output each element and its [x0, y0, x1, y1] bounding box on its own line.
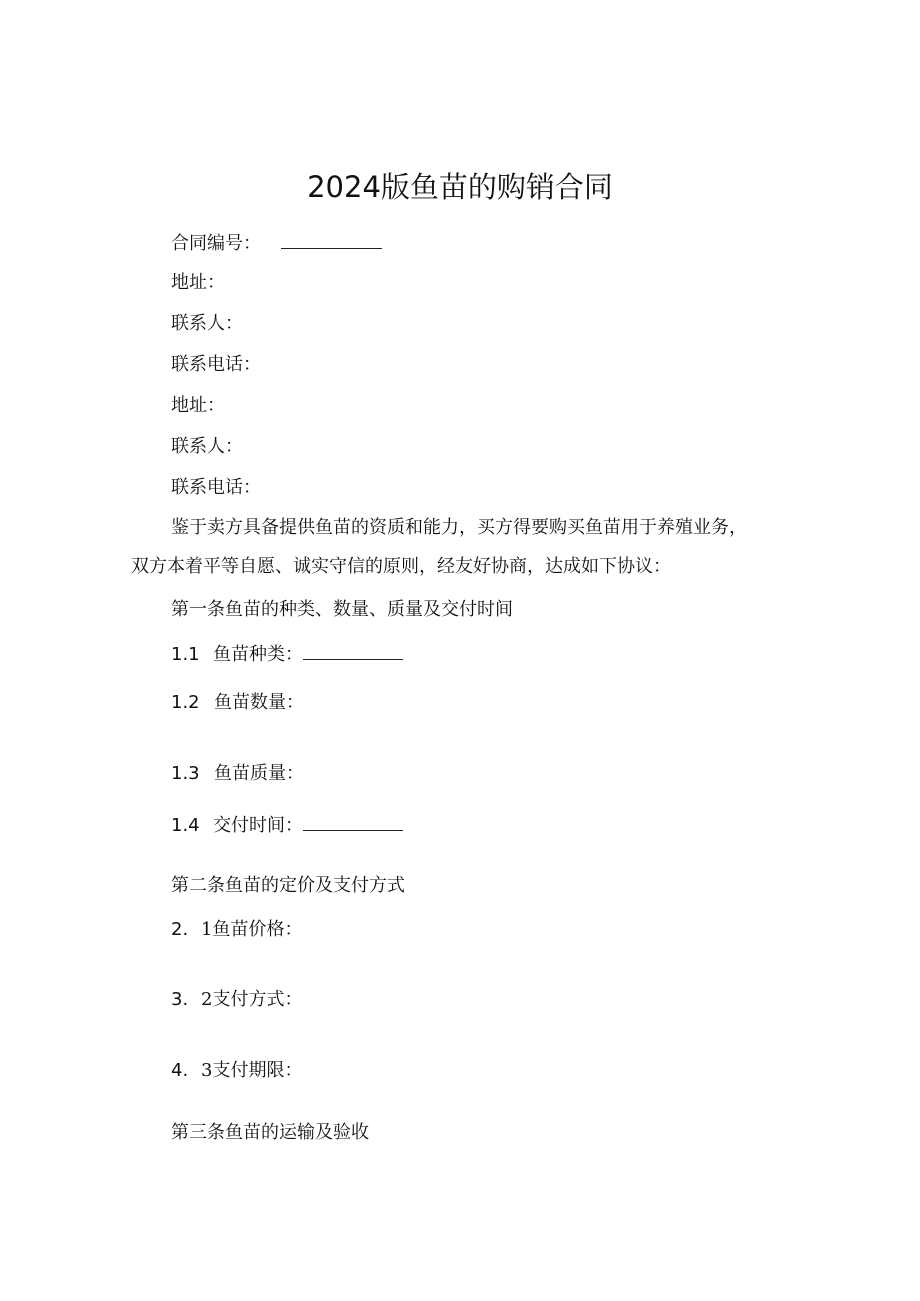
item-label: 1鱼苗价格： — [201, 919, 303, 940]
document-title: 2024版鱼苗的购销合同 — [307, 170, 613, 204]
article-2-item — [171, 918, 302, 942]
item-label: 鱼苗质量： — [214, 763, 304, 784]
item-number: 3. — [171, 989, 189, 1010]
party-a-phone-label: 联系电话： — [171, 354, 261, 375]
article-2-item — [171, 1059, 302, 1083]
item-label: 3支付期限： — [201, 1060, 303, 1081]
article-1-item — [171, 812, 403, 838]
item-blank — [303, 812, 403, 831]
contract-number-blank — [281, 230, 382, 249]
article-1-item — [171, 691, 304, 715]
item-label: 鱼苗数量： — [214, 692, 304, 713]
article-1-heading: 第一条鱼苗的种类、数量、质量及交付时间 — [171, 599, 513, 620]
party-b-contact-label: 联系人： — [171, 436, 243, 457]
article-1-item — [171, 641, 403, 667]
party-a-contact-label: 联系人： — [171, 313, 243, 334]
item-blank — [303, 641, 403, 660]
item-number: 1.3 — [171, 763, 200, 784]
article-2-heading: 第二条鱼苗的定价及支付方式 — [171, 875, 405, 896]
item-number: 1.4 — [171, 815, 200, 836]
party-b-phone-label: 联系电话： — [171, 477, 261, 498]
item-label: 鱼苗种类： — [213, 644, 303, 665]
contract-number-label: 合同编号： — [171, 233, 261, 254]
article-2-item — [171, 988, 302, 1012]
article-3-heading: 第三条鱼苗的运输及验收 — [171, 1122, 369, 1143]
article-1-item — [171, 762, 304, 786]
item-number: 1.2 — [171, 692, 200, 713]
preamble-line-1: 鉴于卖方具备提供鱼苗的资质和能力，买方得要购买鱼苗用于养殖业务， — [171, 517, 747, 538]
item-label: 2支付方式： — [201, 989, 303, 1010]
party-a-address-label: 地址： — [171, 272, 225, 293]
item-number: 4. — [171, 1060, 189, 1081]
item-label: 交付时间： — [213, 815, 303, 836]
item-number: 2. — [171, 919, 189, 940]
party-b-address-label: 地址： — [171, 395, 225, 416]
contract-number-row — [171, 230, 382, 256]
preamble-line-2: 双方本着平等自愿、诚实守信的原则，经友好协商，达成如下协议： — [131, 556, 671, 577]
item-number: 1.1 — [171, 644, 200, 665]
